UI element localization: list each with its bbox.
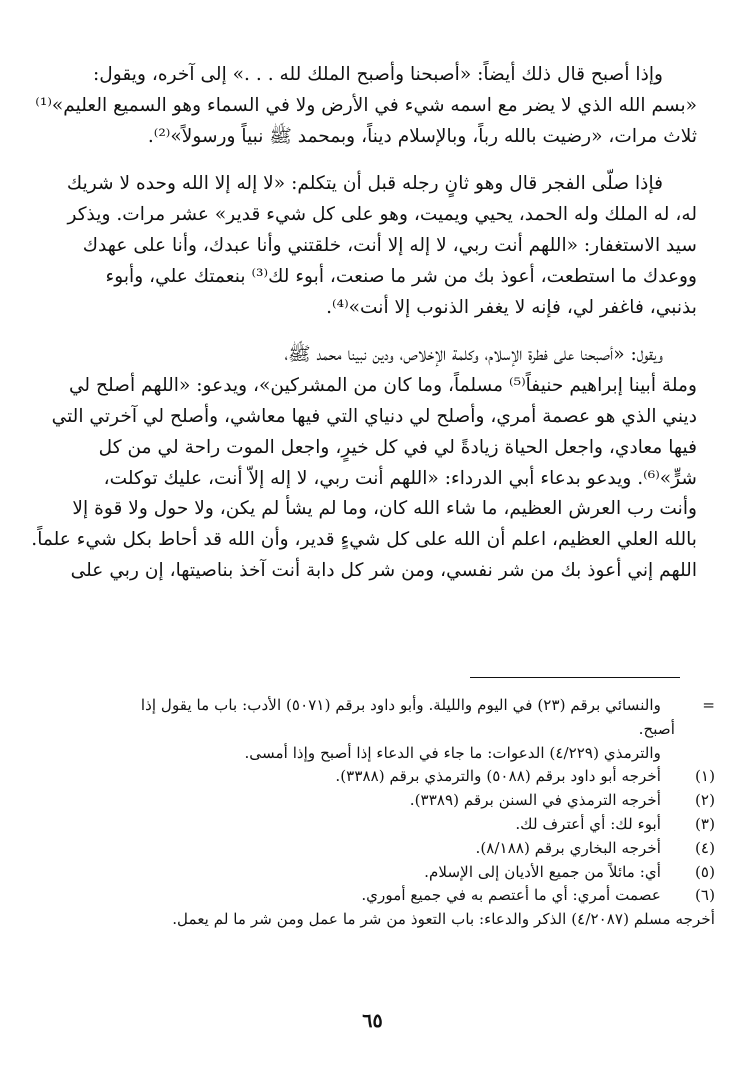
- footnote: [66, 765, 715, 789]
- text-line: ويقول: «أصبحنا على فطرة الإسلام، وكلمة الإخلاص، ودين نبينا محمد ﷺ،: [284, 344, 663, 366]
- footnote: [66, 884, 715, 908]
- footnote-text: أخرجه مسلم (٤/٢٠٨٧) الذكر والدعاء: باب التعوذ من شر ما عمل ومن شر ما لم يعمل.: [172, 910, 715, 929]
- text-line: بالله العلي العظيم، اعلم أن الله على كل شيءٍ قدير، وأن الله قد أحاط بكل شيء علماً.: [31, 529, 697, 551]
- footnote-text: أبوء لك: أي أعترف لك.: [515, 814, 661, 833]
- text-line: ديني الذي هو عصمة أمري، وأصلح لي دنياي التي فيها معاشي، وأصلح لي آخرتي التي: [51, 405, 697, 427]
- text-line: فإذا صلّى الفجر قال وهو ثانٍ رجله قبل أن يتكلم: «لا إله إلا الله وحده لا شريك: [66, 173, 663, 195]
- footnote-text: والترمذي (٤/٢٢٩) الدعوات: ما جاء في الدعاء إذا أصبح وإذا أمسى.: [244, 743, 661, 762]
- footnote-text: أي: مائلاً من جميع الأديان إلى الإسلام.: [424, 862, 661, 881]
- paragraph-2: [66, 169, 697, 323]
- text-line: ووعدك ما استطعت، أعوذ بك من شر ما صنعت، أبوء لك⁽³⁾ بنعمتك علي، وأبوء: [105, 265, 697, 287]
- footnote-number: (٤): [694, 838, 715, 857]
- footnote-text: أخرجه البخاري برقم (٨/١٨٨).: [475, 838, 661, 857]
- footnote: [66, 813, 715, 837]
- footnote-text: عصمت أمري: أي ما أعتصم به في جميع أموري.: [361, 886, 661, 905]
- text-line: بذنبي، فاغفر لي، فإنه لا يغفر الذنوب إلا أنت»⁽⁴⁾.: [326, 296, 697, 318]
- text-line: «بسم الله الذي لا يضر مع اسمه شيء في الأرض ولا في السماء وهو السميع العليم»⁽¹⁾: [35, 94, 697, 116]
- page-number: ٦٥: [362, 1010, 383, 1032]
- text-line: وملة أبينا إبراهيم حنيفاً⁽⁵⁾ مسلماً، وما كان من المشركين»، ويدعو: «اللهم أصلح لي: [68, 375, 697, 397]
- footnote: [66, 861, 715, 885]
- footnote: [66, 742, 715, 766]
- paragraph-1: [35, 60, 697, 152]
- footnote-number: (٦): [694, 886, 715, 905]
- footnote-text: والنسائي برقم (٢٣) في اليوم والليلة. وأبو داود برقم (٥٠٧١) الأدب: باب ما يقول إذا: [140, 696, 661, 714]
- main-text: [31, 60, 697, 604]
- text-line: وأنت رب العرش العظيم، ما شاء الله كان، وما لم يشأ لم يكن، ولا حول ولا قوة إلا: [72, 498, 697, 520]
- footnote: [66, 718, 715, 742]
- text-line: سيد الاستغفار: «اللهم أنت ربي، لا إله إلا أنت، خلقتني وأنا عبدك، وأنا على عهدك: [82, 234, 697, 256]
- footnote-number: (٣): [694, 814, 715, 833]
- footnote: [66, 789, 715, 813]
- text-line: فيها معادي، واجعل الحياة زيادةً لي في كل خيرٍ، واجعل الموت راحة لي من كل: [98, 436, 697, 458]
- footnote-number: (٥): [694, 862, 715, 881]
- footnote-divider: [470, 677, 680, 678]
- footnote-number: =: [702, 696, 715, 714]
- footnote-number: (١): [694, 767, 715, 786]
- footnote: [66, 694, 715, 718]
- footnote: [66, 837, 715, 861]
- text-line: وإذا أصبح قال ذلك أيضاً: «أصبحنا وأصبح الملك لله . . .» إلى آخره، ويقول:: [93, 64, 663, 85]
- footnote: [66, 908, 715, 932]
- footnotes: [66, 694, 715, 932]
- footnote-text: أخرجه الترمذي في السنن برقم (٣٣٨٩).: [409, 791, 661, 810]
- text-line: شرٍّ»⁽⁶⁾. ويدعو بدعاء أبي الدرداء: «اللهم أنت ربي، لا إله إلاّ أنت، عليك توكلت،: [103, 467, 697, 489]
- footnote-text: أصبح.: [638, 719, 675, 738]
- text-line: ثلاث مرات، «رضيت بالله رباً، وبالإسلام ديناً، وبمحمد ﷺ نبياً ورسولاً»⁽²⁾.: [147, 125, 697, 147]
- paragraph-3: [31, 340, 697, 586]
- text-line: له، له الملك وله الحمد، يحيي ويميت، وهو على كل شيء قدير» عشر مرات. ويذكر: [67, 204, 697, 226]
- footnote-number: (٢): [694, 791, 715, 810]
- footnote-text: أخرجه أبو داود برقم (٥٠٨٨) والترمذي برقم (٣٣٨٨).: [335, 767, 661, 786]
- text-line: اللهم إني أعوذ بك من شر نفسي، ومن شر كل دابة أنت آخذ بناصيتها، إن ربي على: [70, 559, 697, 581]
